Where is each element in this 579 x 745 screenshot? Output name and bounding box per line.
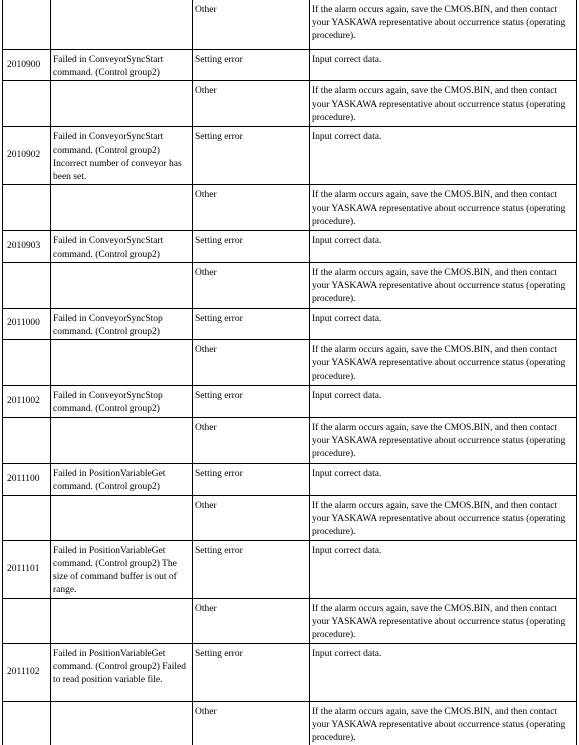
remedy-cell: Input correct data. [310, 127, 577, 185]
alarm-name-cell: Failed in ConveyorSyncStop command. (Control group2) [51, 308, 193, 339]
alarm-name-cell [51, 185, 193, 231]
remedy-cell: If the alarm occurs again, save the CMOS.BIN, and then contact your YASKAWA representative about occurrence status (operating procedure). [310, 185, 577, 231]
remedy-cell: Input correct data. [310, 308, 577, 339]
remedy-cell: Input correct data. [310, 50, 577, 81]
alarm-name-cell: Failed in ConveyorSyncStart command. (Control group2) [51, 50, 193, 81]
alarm-name-cell: Failed in PositionVariableGet command. (Control group2) [51, 463, 193, 495]
alarm-code-cell [3, 0, 51, 50]
remedy-cell: Input correct data. [310, 231, 577, 262]
cause-cell: Other [193, 701, 310, 745]
cause-cell: Other [193, 0, 310, 50]
alarm-code-cell [3, 340, 51, 386]
alarm-code-cell: 2011102 [3, 643, 51, 701]
table-row [3, 643, 577, 701]
remedy-cell: If the alarm occurs again, save the CMOS.BIN, and then contact your YASKAWA representative about occurrence status (operating procedure). [310, 262, 577, 308]
cause-cell: Other [193, 81, 310, 127]
alarm-table-body [3, 0, 577, 745]
cause-cell: Setting error [193, 127, 310, 185]
alarm-code-cell: 2011100 [3, 463, 51, 495]
remedy-cell: If the alarm occurs again, save the CMOS.BIN, and then contact your YASKAWA representative about occurrence status (operating procedure). [310, 598, 577, 643]
alarm-name-cell [51, 262, 193, 308]
table-row [3, 463, 577, 495]
remedy-cell: If the alarm occurs again, save the CMOS.BIN, and then contact your YASKAWA representative about occurrence status (operating procedure). [310, 701, 577, 745]
table-row [3, 701, 577, 745]
table-row [3, 495, 577, 540]
cause-cell: Other [193, 495, 310, 540]
alarm-code-cell [3, 495, 51, 540]
remedy-cell: Input correct data. [310, 643, 577, 701]
table-row [3, 308, 577, 339]
alarm-code-cell [3, 262, 51, 308]
cause-cell: Setting error [193, 643, 310, 701]
alarm-code-cell [3, 185, 51, 231]
remedy-cell: Input correct data. [310, 463, 577, 495]
cause-cell: Setting error [193, 540, 310, 598]
alarm-name-cell: Failed in PositionVariableGet command. (Control group2) The size of command buffer is out of range. [51, 540, 193, 598]
remedy-cell: If the alarm occurs again, save the CMOS.BIN, and then contact your YASKAWA representative about occurrence status (operating procedure). [310, 81, 577, 127]
alarm-name-cell [51, 0, 193, 50]
remedy-cell: If the alarm occurs again, save the CMOS.BIN, and then contact your YASKAWA representative about occurrence status (operating procedure). [310, 495, 577, 540]
table-row [3, 386, 577, 417]
alarm-code-cell: 2011101 [3, 540, 51, 598]
alarm-table [2, 0, 577, 745]
cause-cell: Setting error [193, 386, 310, 417]
alarm-code-cell [3, 701, 51, 745]
alarm-name-cell: Failed in ConveyorSyncStop command. (Control group2) [51, 386, 193, 417]
alarm-code-cell [3, 417, 51, 463]
alarm-code-cell: 2010903 [3, 231, 51, 262]
alarm-name-cell [51, 701, 193, 745]
cause-cell: Setting error [193, 308, 310, 339]
remedy-cell: If the alarm occurs again, save the CMOS.BIN, and then contact your YASKAWA representative about occurrence status (operating procedure). [310, 417, 577, 463]
table-row [3, 81, 577, 127]
alarm-code-cell: 2011000 [3, 308, 51, 339]
alarm-code-cell: 2010902 [3, 127, 51, 185]
alarm-name-cell [51, 598, 193, 643]
alarm-name-cell [51, 417, 193, 463]
table-row [3, 185, 577, 231]
cause-cell: Other [193, 262, 310, 308]
table-row [3, 417, 577, 463]
alarm-code-cell [3, 81, 51, 127]
remedy-cell: Input correct data. [310, 386, 577, 417]
cause-cell: Other [193, 340, 310, 386]
table-row [3, 231, 577, 262]
table-row [3, 50, 577, 81]
remedy-cell: Input correct data. [310, 540, 577, 598]
table-row [3, 540, 577, 598]
alarm-code-cell: 2011002 [3, 386, 51, 417]
alarm-name-cell: Failed in ConveyorSyncStart command. (Control group2) [51, 231, 193, 262]
alarm-name-cell [51, 81, 193, 127]
cause-cell: Setting error [193, 50, 310, 81]
alarm-code-cell [3, 598, 51, 643]
table-row [3, 262, 577, 308]
table-row [3, 0, 577, 50]
cause-cell: Setting error [193, 463, 310, 495]
cause-cell: Setting error [193, 231, 310, 262]
alarm-name-cell: Failed in ConveyorSyncStart command. (Control group2) Incorrect number of conveyor has been set. [51, 127, 193, 185]
alarm-name-cell: Failed in PositionVariableGet command. (Control group2) Failed to read position variable file. [51, 643, 193, 701]
alarm-name-cell [51, 340, 193, 386]
cause-cell: Other [193, 185, 310, 231]
table-row [3, 598, 577, 643]
remedy-cell: If the alarm occurs again, save the CMOS.BIN, and then contact your YASKAWA representative about occurrence status (operating procedure). [310, 0, 577, 50]
cause-cell: Other [193, 417, 310, 463]
alarm-code-cell: 2010900 [3, 50, 51, 81]
table-row [3, 127, 577, 185]
remedy-cell: If the alarm occurs again, save the CMOS.BIN, and then contact your YASKAWA representative about occurrence status (operating procedure). [310, 340, 577, 386]
table-row [3, 340, 577, 386]
cause-cell: Other [193, 598, 310, 643]
alarm-name-cell [51, 495, 193, 540]
